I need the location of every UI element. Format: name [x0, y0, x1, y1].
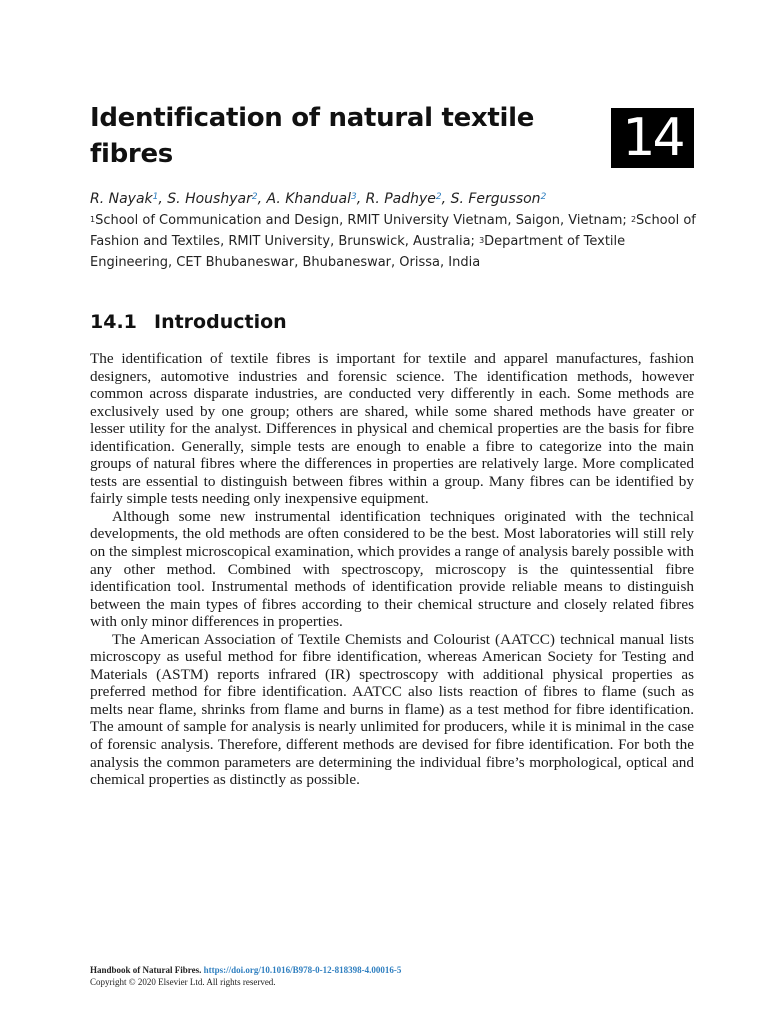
section-title: Introduction [154, 311, 287, 333]
affiliations [90, 210, 702, 273]
paragraph: Although some new instrumental identification techniques originated with the technical developments, the old methods are often considered to be the best. Most laboratories will still rely on the simplest microscopical examination, which provides a range of analysis barely possible with any other method. Combined with spectroscopy, microscopy is the quintessential fibre identification tool. Instrumental methods of identification provide reliable means to distinguish between the main types of fibres according to their chemical structure and closely related fibres with only minor differences in properties. [90, 507, 694, 631]
author-affiliation-link[interactable]: 2 [251, 192, 258, 202]
author-name: A. Khandual [266, 191, 351, 207]
paragraph: The identification of textile fibres is important for textile and apparel manufactures, fashion designers, automotive industries and forensic science. The identification methods, however common across disparate industries, are conducted very differently in each. Some methods are exclusively used by one group; others are shared, while some shared methods have greater or lesser utility for the analyst. Differences in physical and chemical properties are the basis for fibre identification. Generally, simple tests are enough to enable a fibre to categorize into the main groups of natural fibres where the differences in properties are relatively large. More complicated tests are essential to distinguish between fibres within a group. Many fibres can be identified by fairly simple tests needing only inexpensive equipment. [90, 350, 694, 508]
author-name: S. Houshyar [167, 191, 252, 207]
doi-link[interactable]: https://doi.org/10.1016/B978-0-12-818398-4.00016-5 [203, 965, 402, 975]
author-affiliation-link[interactable]: 3 [350, 192, 357, 202]
section-number: 14.1 [90, 311, 137, 333]
section-heading [90, 308, 690, 336]
author-name: R. Nayak [90, 191, 153, 207]
author-name: S. Fergusson [450, 191, 541, 207]
affiliation-number: 2 [630, 215, 637, 224]
author-affiliation-link[interactable]: 2 [435, 192, 442, 202]
affiliation-text: School of Fashion and Textiles, RMIT University, Brunswick, Australia; [90, 213, 696, 249]
affiliation-number: 1 [90, 215, 96, 224]
affiliation-text: School of Communication and Design, RMIT University Vietnam, Saigon, Vietnam; [95, 213, 627, 228]
author-affiliation-link[interactable]: 1 [152, 192, 159, 202]
author-affiliation-link[interactable]: 2 [540, 192, 547, 202]
paragraph: The American Association of Textile Chemists and Colourist (AATCC) technical manual lists microscopy as useful method for fibre identification, whereas American Society for Testing and Materials (ASTM) reports infrared (IR) spectroscopy with additional physical properties as preferred method for fibre identification. AATCC also lists reaction of fibres to flame (such as melts near flame, shrinks from flame and burns in flame) as a test method for fibre identification. The amount of sample for analysis is nearly unlimited for producers, while it is minimal in the case of forensic analysis. Therefore, different methods are devised for fibre identification. For both the analysis the common parameters are determining the individual fibre’s morphological, optical and chemical properties as distinctly as possible. [90, 630, 694, 789]
book-title: Handbook of Natural Fibres. [90, 965, 202, 975]
body-text [90, 350, 694, 789]
footer [90, 964, 690, 988]
copyright-text: Copyright © 2020 Elsevier Ltd. All rights reserved. [90, 977, 276, 987]
affiliation-text: Department of Textile Engineering, CET Bhubaneswar, Bhubaneswar, Orissa, India [90, 234, 626, 270]
chapter-number-badge: 14 [611, 108, 694, 168]
author-name: R. Padhye [365, 191, 436, 207]
affiliation-number: 3 [479, 236, 485, 245]
author-list: R. Nayak$^1$, S. Houshyar$^2$, A. Khandual$^3$, R. Padhye$^2$, S. Fergusson$^2$ [90, 191, 547, 207]
chapter-title: Identification of natural textile fibres [90, 103, 535, 169]
